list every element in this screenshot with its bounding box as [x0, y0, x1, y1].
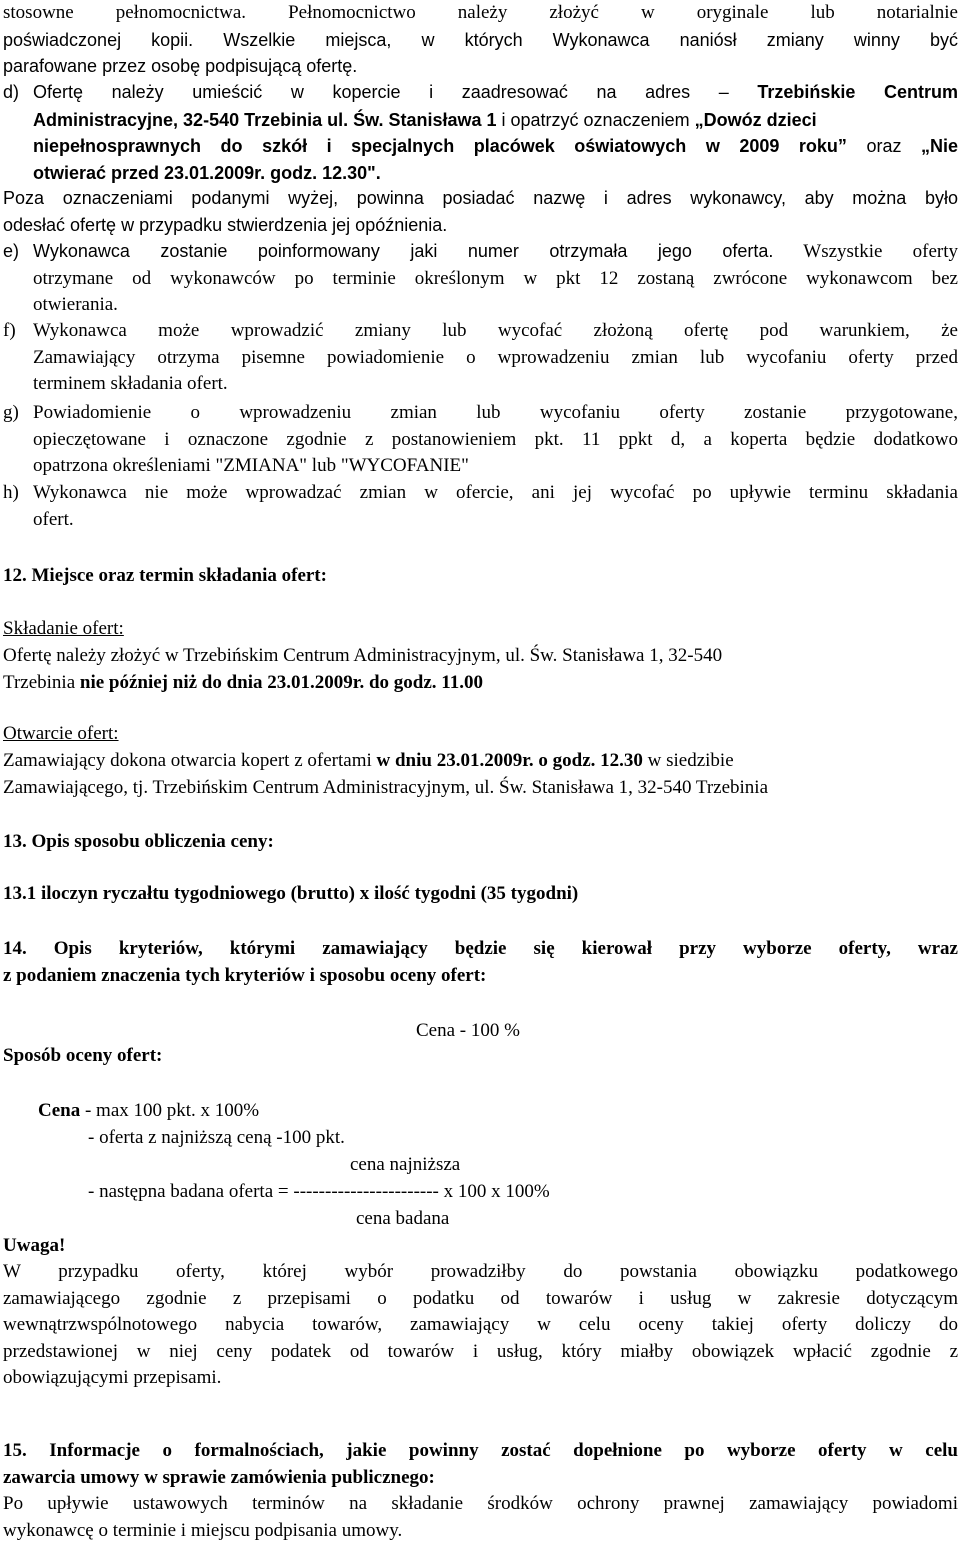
text-line: zawarcia umowy w sprawie zamówienia publicznego: [3, 1466, 435, 1488]
submission-subheading: Składanie ofert: [3, 618, 124, 639]
lowest-offer-line: - oferta z najniższą ceną -100 pkt. [88, 1127, 345, 1148]
text-line: Wykonawca zostanie poinformowany jaki numer otrzymała jego oferta. Wszystkie oferty [33, 241, 958, 262]
text-line: niepełnosprawnych do szkół i specjalnych placówek oświatowych w 2009 roku” oraz „Nie [33, 136, 958, 156]
text-line: 14. Opis kryteriów, którymi zamawiający będzie się kierował przy wyborze oferty, wraz [3, 938, 958, 959]
text-line: poświadczonej kopii. Wszelkie miejsca, w których Wykonawca naniósł zmiany winny być [3, 29, 958, 50]
text-line: otrzymane od wykonawców po terminie określonym w pkt 12 zostaną zwrócone wykonawcom bez [33, 267, 958, 289]
text-line: zamawiającego zgodnie z przepisami o podatku od towarów i usług w zakresie dotyczącym [3, 1287, 958, 1309]
opening-subheading: Otwarcie ofert: [3, 723, 119, 744]
opening-paragraph [3, 748, 958, 801]
text-line: z podaniem znaczenia tych kryteriów i sposobu oceny ofert: [3, 964, 487, 986]
text-line: wykonawcę o terminie i miejscu podpisania umowy. [3, 1519, 403, 1541]
item-label-g: g) [3, 402, 19, 423]
text-line: przedstawionej w niej ceny podatek od towarów i usług, który miałby obowiązek wpłacić zgodnie z [3, 1340, 958, 1362]
price-max-line: Cena - max 100 pkt. x 100% [38, 1100, 260, 1121]
item-label-d: d) [3, 82, 20, 102]
text-line: 15. Informacje o formalnościach, jakie powinny zostać dopełnione po wyborze oferty w celu [3, 1440, 958, 1461]
paragraph-g [33, 400, 958, 480]
text-line: Ofertę należy złożyć w Trzebińskim Centrum Administracyjnym, ul. Św. Stanisława 1, 32-540 [3, 645, 723, 666]
item-label-f: f) [3, 320, 16, 341]
text-line: otwierać przed 23.01.2009r. godz. 12.30". [33, 162, 381, 183]
text-line: stosowne pełnomocnictwa. Pełnomocnictwo należy złożyć w oryginale lub notarialnie [3, 2, 958, 23]
text-line: Po upływie ustawowych terminów na składanie środków ochrony prawnej zamawiający powiadomi [3, 1493, 958, 1514]
text-line: Powiadomienie o wprowadzeniu zmian lub wycofaniu oferty zostanie przygotowane, [33, 402, 958, 423]
paragraph-h [33, 480, 958, 533]
text-line: W przypadku oferty, której wybór prowadziłby do powstania obowiązku podatkowego [3, 1261, 958, 1282]
text-line: Wykonawca może wprowadzić zmiany lub wycofać złożoną ofertę pod warunkiem, że [33, 320, 958, 341]
text-line: Wykonawca nie może wprowadzać zmian w ofercie, ani jej wycofać po upływie terminu składania [33, 482, 958, 503]
formula-line: - następna badana oferta = ----------------------- x 100 x 100% [88, 1181, 550, 1202]
text-line: odesłać ofertę w przypadku stwierdzenia jej opóźnienia. [3, 214, 448, 235]
text-line: otwierania. [33, 294, 118, 315]
text-line: opieczętowane i oznaczone zgodnie z postanowieniem pkt. 11 ppkt d, a koperta będzie dodatkowo [33, 428, 958, 450]
evaluation-method-label: Sposób oceny ofert: [3, 1045, 163, 1066]
text-line: Poza oznaczeniami podanymi wyżej, powinna posiadać nazwę i adres wykonawcy, aby można było [3, 188, 958, 208]
text-line: ofert. [33, 508, 74, 530]
text-line: Zamawiającego, tj. Trzebińskim Centrum Administracyjnym, ul. Św. Stanisława 1, 32-540 Trzebinia [3, 776, 769, 798]
section-14-heading [3, 936, 958, 989]
text-line: wewnątrzwspólnotowego nabycia towarów, zamawiający w celu oceny takiej oferty doliczy do [3, 1314, 958, 1335]
submission-paragraph [3, 643, 958, 696]
text-line: Trzebinia nie później niż do dnia 23.01.2009r. do godz. 11.00 [3, 671, 483, 693]
paragraph-e [33, 238, 958, 319]
text-line: Zamawiający otrzyma pisemne powiadomienie o wprowadzeniu zmian lub wycofaniu oferty przed [33, 346, 958, 368]
paragraph-d [33, 79, 958, 186]
formula-numerator: cena najniższa [350, 1154, 461, 1175]
section-12-heading: 12. Miejsce oraz termin składania ofert: [3, 565, 327, 586]
text-line: opatrzona określeniami "ZMIANA" lub "WYCOFANIE" [33, 455, 469, 476]
section-15-heading [3, 1438, 958, 1491]
text-line: Administracyjne, 32-540 Trzebinia ul. Św. Stanisława 1 i opatrzyć oznaczeniem „Dowóz dzieci [33, 109, 817, 130]
paragraph-f [33, 318, 958, 398]
section-15-paragraph [3, 1491, 958, 1544]
text-line: Ofertę należy umieścić w kopercie i zaadresować na adres – Trzebińskie Centrum [33, 82, 959, 102]
formula-denominator: cena badana [356, 1208, 450, 1229]
price-weight: Cena - 100 % [416, 1020, 520, 1041]
note-paragraph [3, 1259, 958, 1392]
text-line: parafowane przez osobę podpisującą ofertę. [3, 56, 358, 76]
text-line: terminem składania ofert. [33, 373, 228, 394]
item-label-e: e) [3, 241, 20, 261]
section-13-heading: 13. Opis sposobu obliczenia ceny: [3, 831, 274, 852]
section-13-1: 13.1 iloczyn ryczałtu tygodniowego (brutto) x ilość tygodni (35 tygodni) [3, 883, 579, 904]
text-line: obowiązującymi przepisami. [3, 1367, 222, 1388]
text-line: Zamawiający dokona otwarcia kopert z ofertami w dniu 23.01.2009r. o godz. 12.30 w siedzibie [3, 750, 734, 771]
item-label-h: h) [3, 482, 19, 503]
paragraph-c-tail [3, 0, 958, 80]
note-heading: Uwaga! [3, 1235, 66, 1256]
paragraph-d-note [3, 185, 958, 238]
